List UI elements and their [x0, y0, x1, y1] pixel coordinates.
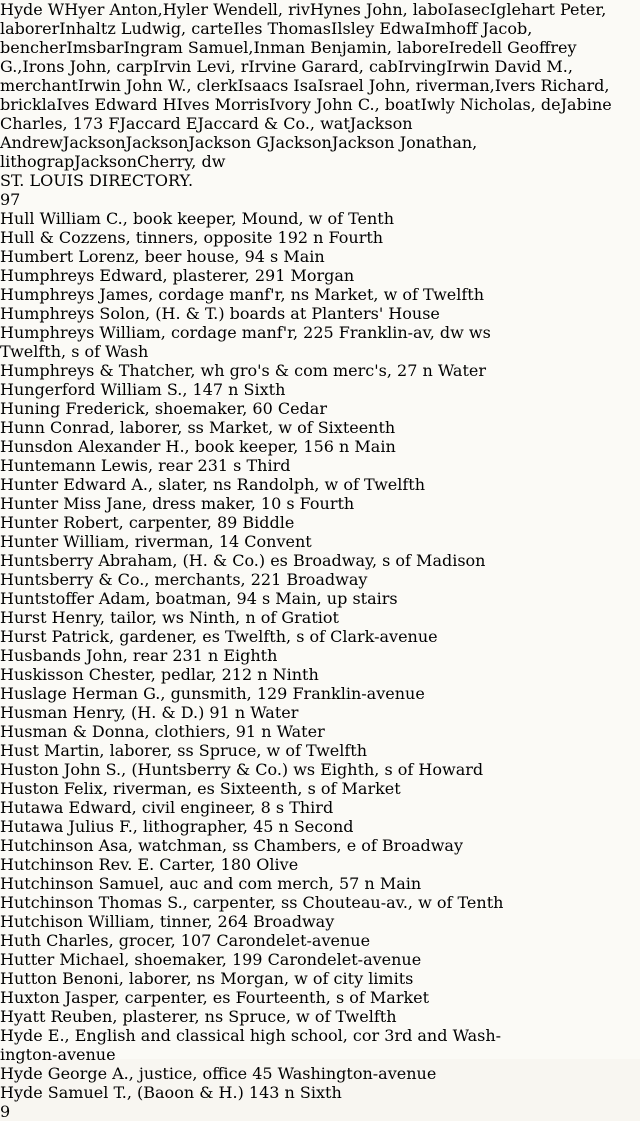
ghost-text-fragment: Jackson — [125, 133, 189, 152]
directory-entry-line: Humphreys James, cordage manf'r, ns Market, w of Twelfth — [0, 285, 485, 304]
directory-entry-line: Hungerford William S., 147 n Sixth — [0, 380, 286, 399]
directory-entry-line: ington-avenue — [0, 1045, 116, 1064]
directory-entry-line: Humphreys Edward, plasterer, 291 Morgan — [0, 266, 355, 285]
directory-entry-line: Hurst Henry, tailor, ws Ninth, n of Gratiot — [0, 608, 339, 627]
ghost-text-fragment: Jackson G — [188, 133, 270, 152]
directory-entry-line: Hutchinson Thomas S., carpenter, ss Chouteau-av., w of Tenth — [0, 893, 504, 912]
ghost-text-fragment: Ivers Richard, brickla — [0, 76, 610, 114]
ghost-text-fragment: Iglehart Peter, laborer — [0, 0, 607, 38]
directory-entry-line: Huntemann Lewis, rear 231 s Third — [0, 456, 291, 475]
ghost-text-fragment: Cherry, dw — [137, 152, 226, 171]
directory-entry-line: Hurst Patrick, gardener, es Twelfth, s of Clark-avenue — [0, 627, 438, 646]
directory-entry-line: Huning Frederick, shoemaker, 60 Cedar — [0, 399, 327, 418]
ghost-text-fragment: Inman Benjamin, labore — [253, 38, 449, 57]
ghost-text-fragment: Irvin Levi, r — [152, 57, 249, 76]
directory-entry-line: Huth Charles, grocer, 107 Carondelet-avenue — [0, 931, 371, 950]
page-header-title: ST. LOUIS DIRECTORY. — [0, 171, 194, 190]
ghost-text-fragment: Iredell Geoffrey G., — [0, 38, 577, 76]
ghost-text-fragment: Ilsley Edwa — [331, 19, 425, 38]
directory-entry-line: Huskisson Chester, pedlar, 212 n Ninth — [0, 665, 319, 684]
book-gutter-edge — [9, 0, 62, 1059]
ghost-text-fragment: Iwly Nicholas, de — [420, 95, 561, 114]
page-number: 97 — [0, 190, 21, 209]
ghost-text-fragment: Imhoff Jacob, bencher — [0, 19, 533, 57]
ghost-text-fragment: Isaacs Isa — [237, 76, 318, 95]
directory-entry-line: Hutawa Edward, civil engineer, 8 s Third — [0, 798, 334, 817]
directory-entry-line: Hyde Samuel T., (Baoon & H.) 143 n Sixth — [0, 1083, 342, 1102]
signature-mark: 9 — [0, 1102, 11, 1121]
ghost-text-fragment: Irving — [397, 57, 447, 76]
directory-entry-line: Hutawa Julius F., lithographer, 45 n Second — [0, 817, 354, 836]
directory-entry-line: Humbert Lorenz, beer house, 94 s Main — [0, 247, 325, 266]
directory-entry-line: Hyde E., English and classical high school, cor 3rd and Wash- — [0, 1026, 502, 1045]
directory-entry-line: Hunn Conrad, laborer, ss Market, w of Sixteenth — [0, 418, 396, 437]
directory-entry-line: Hutchinson Rev. E. Carter, 180 Olive — [0, 855, 299, 874]
ghost-text-fragment: Hyler Wendell, riv — [162, 0, 310, 19]
ghost-text-fragment: Ingram Samuel, — [123, 38, 254, 57]
ghost-text-fragment: Ives Morris — [176, 95, 270, 114]
ghost-text-fragment: Hyer Anton, — [64, 0, 163, 19]
ghost-text-fragment: Jackson — [74, 152, 138, 171]
directory-entry-line: Husman Henry, (H. & D.) 91 n Water — [0, 703, 299, 722]
ghost-text-fragment: Irons John, carp — [22, 57, 153, 76]
directory-entry-line: Humphreys & Thatcher, wh gro's & com merc's, 27 n Water — [0, 361, 486, 380]
ghost-text-fragment: Jaccard E — [119, 114, 198, 133]
ghost-text-fragment: Jabine Charles, 173 F — [0, 95, 612, 133]
directory-entry-line: Hutchison William, tinner, 264 Broadway — [0, 912, 335, 931]
directory-entry-line: Hyde George A., justice, office 45 Washington-avenue — [0, 1064, 437, 1083]
ghost-text-fragment: Jackson — [269, 133, 332, 152]
ghost-text-fragment: Inhaltz Ludwig, carte — [59, 19, 234, 38]
ghost-text-fragment: Iles Thomas — [233, 19, 332, 38]
directory-entry-line: Hunter Miss Jane, dress maker, 10 s Fourth — [0, 494, 355, 513]
directory-entry-line: Huntsberry & Co., merchants, 221 Broadway — [0, 570, 368, 589]
ghost-text-fragment: Israel John, riverman, — [317, 76, 495, 95]
directory-entry-line: Hutton Benoni, laborer, ns Morgan, w of city limits — [0, 969, 414, 988]
directory-entry-line: Hull William C., book keeper, Mound, w of Tenth — [0, 209, 395, 228]
ghost-text-fragment: Ivory John C., boat — [269, 95, 421, 114]
directory-entry-line: Husbands John, rear 231 n Eighth — [0, 646, 278, 665]
ghost-text-fragment: Iasec — [447, 0, 490, 19]
directory-entry-line: Huston Felix, riverman, es Sixteenth, s of Market — [0, 779, 401, 798]
directory-entry-line: Hyatt Reuben, plasterer, ns Spruce, w of Twelfth — [0, 1007, 397, 1026]
ghost-text-fragment: Jackson — [62, 133, 126, 152]
ghost-text-fragment: Irvine Garard, cab — [248, 57, 398, 76]
directory-entry-line: Husman & Donna, clothiers, 91 n Water — [0, 722, 325, 741]
directory-entry-line: Hunter William, riverman, 14 Convent — [0, 532, 312, 551]
directory-entry-line: Twelfth, s of Wash — [0, 342, 149, 361]
ghost-text-fragment: Jaccard & Co., wat — [197, 114, 350, 133]
ghost-text-fragment: Jackson Andrew — [0, 114, 413, 152]
directory-entry-line: Humphreys William, cordage manf'r, 225 Franklin-av, dw ws — [0, 323, 491, 342]
directory-entry-line: Hutchinson Asa, watchman, ss Chambers, e of Broadway — [0, 836, 463, 855]
directory-entry-line: Hull & Cozzens, tinners, opposite 192 n Fourth — [0, 228, 384, 247]
ghost-text-fragment: Irwin David M., merchant — [0, 57, 573, 95]
ghost-text-fragment: Hyde W — [0, 0, 65, 19]
directory-entry-line: Hunsdon Alexander H., book keeper, 156 n Main — [0, 437, 396, 456]
directory-entry-line: Hutter Michael, shoemaker, 199 Carondelet-avenue — [0, 950, 422, 969]
directory-entry-line: Humphreys Solon, (H. & T.) boards at Planters' House — [0, 304, 440, 323]
directory-entry-line: Hust Martin, laborer, ss Spruce, w of Twelfth — [0, 741, 368, 760]
directory-entry-line: Hunter Edward A., slater, ns Randolph, w of Twelfth — [0, 475, 425, 494]
ghost-bleedthrough — [0, 0, 640, 171]
ghost-text-fragment: Hynes John, labo — [309, 0, 448, 19]
directory-entry-line: Hutchinson Samuel, auc and com merch, 57 n Main — [0, 874, 422, 893]
directory-entry-line: Huntstoffer Adam, boatman, 94 s Main, up stairs — [0, 589, 398, 608]
ghost-text-fragment: Ives Edward H — [56, 95, 177, 114]
directory-entry-line: Huston John S., (Huntsberry & Co.) ws Eighth, s of Howard — [0, 760, 484, 779]
directory-entry-line: Huntsberry Abraham, (H. & Co.) es Broadway, s of Madison — [0, 551, 486, 570]
directory-entry-line: Hunter Robert, carpenter, 89 Biddle — [0, 513, 295, 532]
directory-entries — [0, 209, 640, 1102]
ghost-text-fragment: Imsbar — [66, 38, 124, 57]
ghost-text-fragment: Jackson Jonathan, lithograp — [0, 133, 478, 171]
directory-entry-line: Huslage Herman G., gunsmith, 129 Franklin-avenue — [0, 684, 425, 703]
ghost-text-fragment: Irwin John W., clerk — [77, 76, 238, 95]
directory-entry-line: Huxton Jasper, carpenter, es Fourteenth, s of Market — [0, 988, 430, 1007]
